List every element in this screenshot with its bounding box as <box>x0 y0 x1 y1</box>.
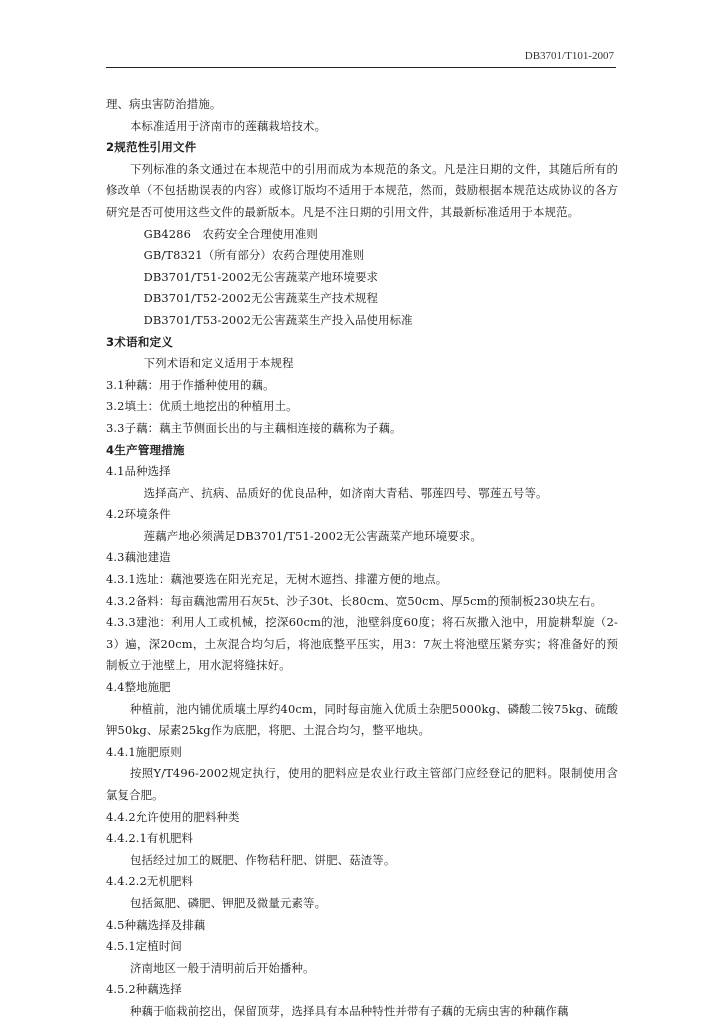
subsection-heading: 4.5.1定植时间 <box>106 939 182 954</box>
subsection-heading: 4.2环境条件 <box>106 507 171 522</box>
paragraph: 下列术语和定义适用于本规程 <box>143 356 294 371</box>
paragraph: 选择高产、抗病、品质好的优良品种，如济南大青秸、鄂莲四号、鄂莲五号等。 <box>143 485 548 500</box>
paragraph: 按照Y/T496-2002规定执行，使用的肥料应是农业行政主管部门应经登记的肥料。限制使用含氯复合肥。 <box>106 766 618 802</box>
paragraph: 4.3.2备料：每亩藕池需用石灰5t、沙子30t、长80cm、宽50cm、厚5cm的预制板230块左右。 <box>106 593 603 608</box>
definition-item: 3.2填土：优质土地挖出的种植用土。 <box>106 399 298 414</box>
paragraph: 下列标准的条文通过在本规范中的引用而成为本规范的条文。凡是注日期的文件，其随后所有的修改单（不包括勘误表的内容）或修订版均不适用于本规范，然而，鼓励根据本规范达成协议的各方研究是否可使用这些文件的最新版本。凡是不注日期的引用文件，其最新标准适用于本规范。 <box>106 161 618 219</box>
subsection-heading: 4.4.1施肥原则 <box>106 744 182 759</box>
paragraph: 理、病虫害防治措施。 <box>106 97 222 111</box>
paragraph: 济南地区一般于清明前后开始播种。 <box>129 960 315 975</box>
paragraph: 4.3.3建池：利用人工或机械，挖深60cm的池，池壁斜度60度；将石灰撒入池中，用旋耕犁旋（2-3）遍，深20cm，土灰混合均匀后，将池底整平压实，用3：7灰土将池壁压紧夯实；将准备好的预制板立于池壁上，用水泥将缝抹好。 <box>106 615 618 673</box>
subsection-heading: 4.4整地施肥 <box>106 680 171 695</box>
section-heading: 2规范性引用文件 <box>106 140 197 155</box>
document-body <box>106 94 618 1023</box>
paragraph: 种植前，池内铺优质壤土厚约40cm，同时每亩施入优质土杂肥5000kg、磷酸二铵75kg、硫酸钾50kg、尿素25kg作为底肥，将肥、土混合均匀，整平地块。 <box>106 701 618 738</box>
paragraph: 莲藕产地必须满足DB3701/T51-2002无公害蔬菜产地环境要求。 <box>143 528 482 543</box>
reference-item: DB3701/T53-2002无公害蔬菜生产投入品使用标准 <box>143 312 413 327</box>
subsection-heading: 4.5种藕选择及排藕 <box>106 917 206 932</box>
section-heading: 4生产管理措施 <box>106 442 185 457</box>
document-code: DB3701/T101-2007 <box>524 50 614 62</box>
subsection-heading: 4.5.2种藕选择 <box>106 982 182 997</box>
definition-item: 3.1种藕：用于作播种使用的藕。 <box>106 377 275 392</box>
section-heading: 3术语和定义 <box>106 334 173 349</box>
reference-item: GB4286 农药安全合理使用准则 <box>143 226 318 241</box>
subsection-heading: 4.1品种选择 <box>106 464 171 479</box>
subsection-heading: 4.3藕池建造 <box>106 550 171 565</box>
subsection-heading: 4.4.2允许使用的肥料种类 <box>106 809 240 824</box>
reference-item: DB3701/T51-2002无公害蔬菜产地环境要求 <box>143 269 379 284</box>
subsection-heading: 4.4.2.2无机肥料 <box>106 874 194 889</box>
paragraph: 种藕于临栽前挖出，保留顶芽，选择具有本品种特性并带有子藕的无病虫害的种藕作藕 <box>129 1003 569 1018</box>
paragraph: 本标准适用于济南市的莲藕栽培技术。 <box>129 118 327 133</box>
paragraph: 包括经过加工的厩肥、作物秸秆肥、饼肥、菇渣等。 <box>129 852 396 867</box>
subsection-heading: 4.4.2.1有机肥料 <box>106 831 194 846</box>
header-rule <box>106 67 616 68</box>
reference-item: GB/T8321（所有部分）农药合理使用准则 <box>143 248 365 263</box>
paragraph: 包括氮肥、磷肥、钾肥及微量元素等。 <box>129 895 327 910</box>
paragraph: 4.3.1选址：藕池要选在阳光充足，无树木遮挡、排灌方便的地点。 <box>106 572 448 587</box>
definition-item: 3.3子藕：藕主节侧面长出的与主藕相连接的藕称为子藕。 <box>106 420 402 435</box>
reference-item: DB3701/T52-2002无公害蔬菜生产技术规程 <box>143 291 379 306</box>
